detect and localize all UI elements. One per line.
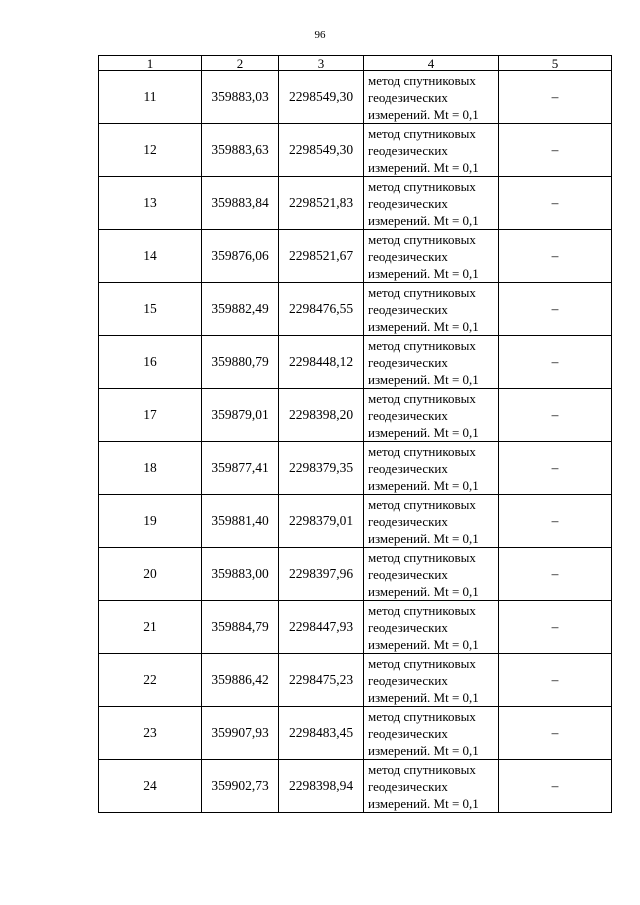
note-cell: – <box>499 336 612 389</box>
table-row <box>99 654 612 707</box>
y-coordinate-cell: 2298447,93 <box>279 601 364 654</box>
method-line: метод спутниковых <box>368 390 476 406</box>
table-row <box>99 336 612 389</box>
method-line: измерений. Mt = 0,1 <box>368 636 479 652</box>
method-line: геодезических <box>368 301 448 317</box>
y-coordinate-cell: 2298476,55 <box>279 283 364 336</box>
y-coordinate-cell: 2298475,23 <box>279 654 364 707</box>
y-coordinate-cell: 2298398,94 <box>279 760 364 813</box>
table-row <box>99 495 612 548</box>
x-coordinate-cell: 359883,84 <box>202 177 279 230</box>
method-line: измерений. Mt = 0,1 <box>368 371 479 387</box>
method-line: метод спутниковых <box>368 708 476 724</box>
method-cell <box>364 71 499 124</box>
table-row <box>99 71 612 124</box>
method-line: метод спутниковых <box>368 178 476 194</box>
method-line: измерений. Mt = 0,1 <box>368 159 479 175</box>
y-coordinate-cell: 2298379,35 <box>279 442 364 495</box>
x-coordinate-cell: 359883,63 <box>202 124 279 177</box>
method-line: геодезических <box>368 89 448 105</box>
method-cell <box>364 283 499 336</box>
y-coordinate-cell: 2298448,12 <box>279 336 364 389</box>
method-line: метод спутниковых <box>368 602 476 618</box>
column-header-2: 2 <box>202 56 279 71</box>
point-number-cell: 18 <box>99 442 202 495</box>
point-number-cell: 21 <box>99 601 202 654</box>
x-coordinate-cell: 359877,41 <box>202 442 279 495</box>
coordinates-table <box>98 55 612 813</box>
x-coordinate-cell: 359886,42 <box>202 654 279 707</box>
method-line: метод спутниковых <box>368 337 476 353</box>
column-header-5: 5 <box>499 56 612 71</box>
y-coordinate-cell: 2298549,30 <box>279 124 364 177</box>
x-coordinate-cell: 359876,06 <box>202 230 279 283</box>
point-number-cell: 24 <box>99 760 202 813</box>
method-cell <box>364 336 499 389</box>
method-cell <box>364 495 499 548</box>
point-number-cell: 23 <box>99 707 202 760</box>
point-number-cell: 19 <box>99 495 202 548</box>
y-coordinate-cell: 2298549,30 <box>279 71 364 124</box>
table-row <box>99 177 612 230</box>
method-line: геодезических <box>368 142 448 158</box>
point-number-cell: 11 <box>99 71 202 124</box>
point-number-cell: 17 <box>99 389 202 442</box>
column-header-4: 4 <box>364 56 499 71</box>
column-header-1: 1 <box>99 56 202 71</box>
method-line: измерений. Mt = 0,1 <box>368 106 479 122</box>
table-row <box>99 124 612 177</box>
point-number-cell: 12 <box>99 124 202 177</box>
note-cell: – <box>499 548 612 601</box>
method-line: геодезических <box>368 407 448 423</box>
table-row <box>99 548 612 601</box>
method-cell <box>364 442 499 495</box>
method-line: метод спутниковых <box>368 125 476 141</box>
y-coordinate-cell: 2298397,96 <box>279 548 364 601</box>
method-cell <box>364 389 499 442</box>
method-cell <box>364 230 499 283</box>
y-coordinate-cell: 2298521,67 <box>279 230 364 283</box>
method-line: измерений. Mt = 0,1 <box>368 795 479 811</box>
method-line: измерений. Mt = 0,1 <box>368 689 479 705</box>
note-cell: – <box>499 654 612 707</box>
x-coordinate-cell: 359881,40 <box>202 495 279 548</box>
note-cell: – <box>499 601 612 654</box>
x-coordinate-cell: 359902,73 <box>202 760 279 813</box>
table-body <box>99 71 612 813</box>
table-row <box>99 601 612 654</box>
x-coordinate-cell: 359884,79 <box>202 601 279 654</box>
y-coordinate-cell: 2298379,01 <box>279 495 364 548</box>
note-cell: – <box>499 71 612 124</box>
method-line: метод спутниковых <box>368 761 476 777</box>
x-coordinate-cell: 359882,49 <box>202 283 279 336</box>
method-line: геодезических <box>368 725 448 741</box>
method-line: геодезических <box>368 354 448 370</box>
method-line: измерений. Mt = 0,1 <box>368 583 479 599</box>
x-coordinate-cell: 359879,01 <box>202 389 279 442</box>
note-cell: – <box>499 124 612 177</box>
x-coordinate-cell: 359883,00 <box>202 548 279 601</box>
method-line: измерений. Mt = 0,1 <box>368 265 479 281</box>
method-line: метод спутниковых <box>368 496 476 512</box>
method-line: геодезических <box>368 778 448 794</box>
method-line: геодезических <box>368 566 448 582</box>
x-coordinate-cell: 359907,93 <box>202 707 279 760</box>
table-row <box>99 283 612 336</box>
method-line: геодезических <box>368 672 448 688</box>
method-line: измерений. Mt = 0,1 <box>368 318 479 334</box>
note-cell: – <box>499 707 612 760</box>
method-line: измерений. Mt = 0,1 <box>368 530 479 546</box>
point-number-cell: 15 <box>99 283 202 336</box>
y-coordinate-cell: 2298521,83 <box>279 177 364 230</box>
method-cell <box>364 601 499 654</box>
point-number-cell: 20 <box>99 548 202 601</box>
method-line: метод спутниковых <box>368 655 476 671</box>
method-line: геодезических <box>368 619 448 635</box>
method-line: метод спутниковых <box>368 443 476 459</box>
method-cell <box>364 654 499 707</box>
method-line: метод спутниковых <box>368 284 476 300</box>
method-line: измерений. Mt = 0,1 <box>368 742 479 758</box>
note-cell: – <box>499 495 612 548</box>
note-cell: – <box>499 442 612 495</box>
method-line: метод спутниковых <box>368 72 476 88</box>
method-cell <box>364 177 499 230</box>
point-number-cell: 22 <box>99 654 202 707</box>
method-line: геодезических <box>368 460 448 476</box>
table-row <box>99 389 612 442</box>
table-row <box>99 760 612 813</box>
method-cell <box>364 707 499 760</box>
method-line: метод спутниковых <box>368 549 476 565</box>
method-cell <box>364 760 499 813</box>
method-line: метод спутниковых <box>368 231 476 247</box>
note-cell: – <box>499 283 612 336</box>
point-number-cell: 14 <box>99 230 202 283</box>
method-line: геодезических <box>368 513 448 529</box>
note-cell: – <box>499 230 612 283</box>
method-cell <box>364 548 499 601</box>
method-line: измерений. Mt = 0,1 <box>368 212 479 228</box>
table-row <box>99 442 612 495</box>
method-line: измерений. Mt = 0,1 <box>368 424 479 440</box>
method-line: геодезических <box>368 195 448 211</box>
column-header-3: 3 <box>279 56 364 71</box>
x-coordinate-cell: 359883,03 <box>202 71 279 124</box>
point-number-cell: 16 <box>99 336 202 389</box>
note-cell: – <box>499 760 612 813</box>
note-cell: – <box>499 389 612 442</box>
table-row <box>99 707 612 760</box>
y-coordinate-cell: 2298398,20 <box>279 389 364 442</box>
point-number-cell: 13 <box>99 177 202 230</box>
note-cell: – <box>499 177 612 230</box>
method-line: измерений. Mt = 0,1 <box>368 477 479 493</box>
method-cell <box>364 124 499 177</box>
y-coordinate-cell: 2298483,45 <box>279 707 364 760</box>
page-number: 96 <box>314 29 326 41</box>
method-line: геодезических <box>368 248 448 264</box>
x-coordinate-cell: 359880,79 <box>202 336 279 389</box>
table-row <box>99 230 612 283</box>
header-row <box>99 56 612 71</box>
